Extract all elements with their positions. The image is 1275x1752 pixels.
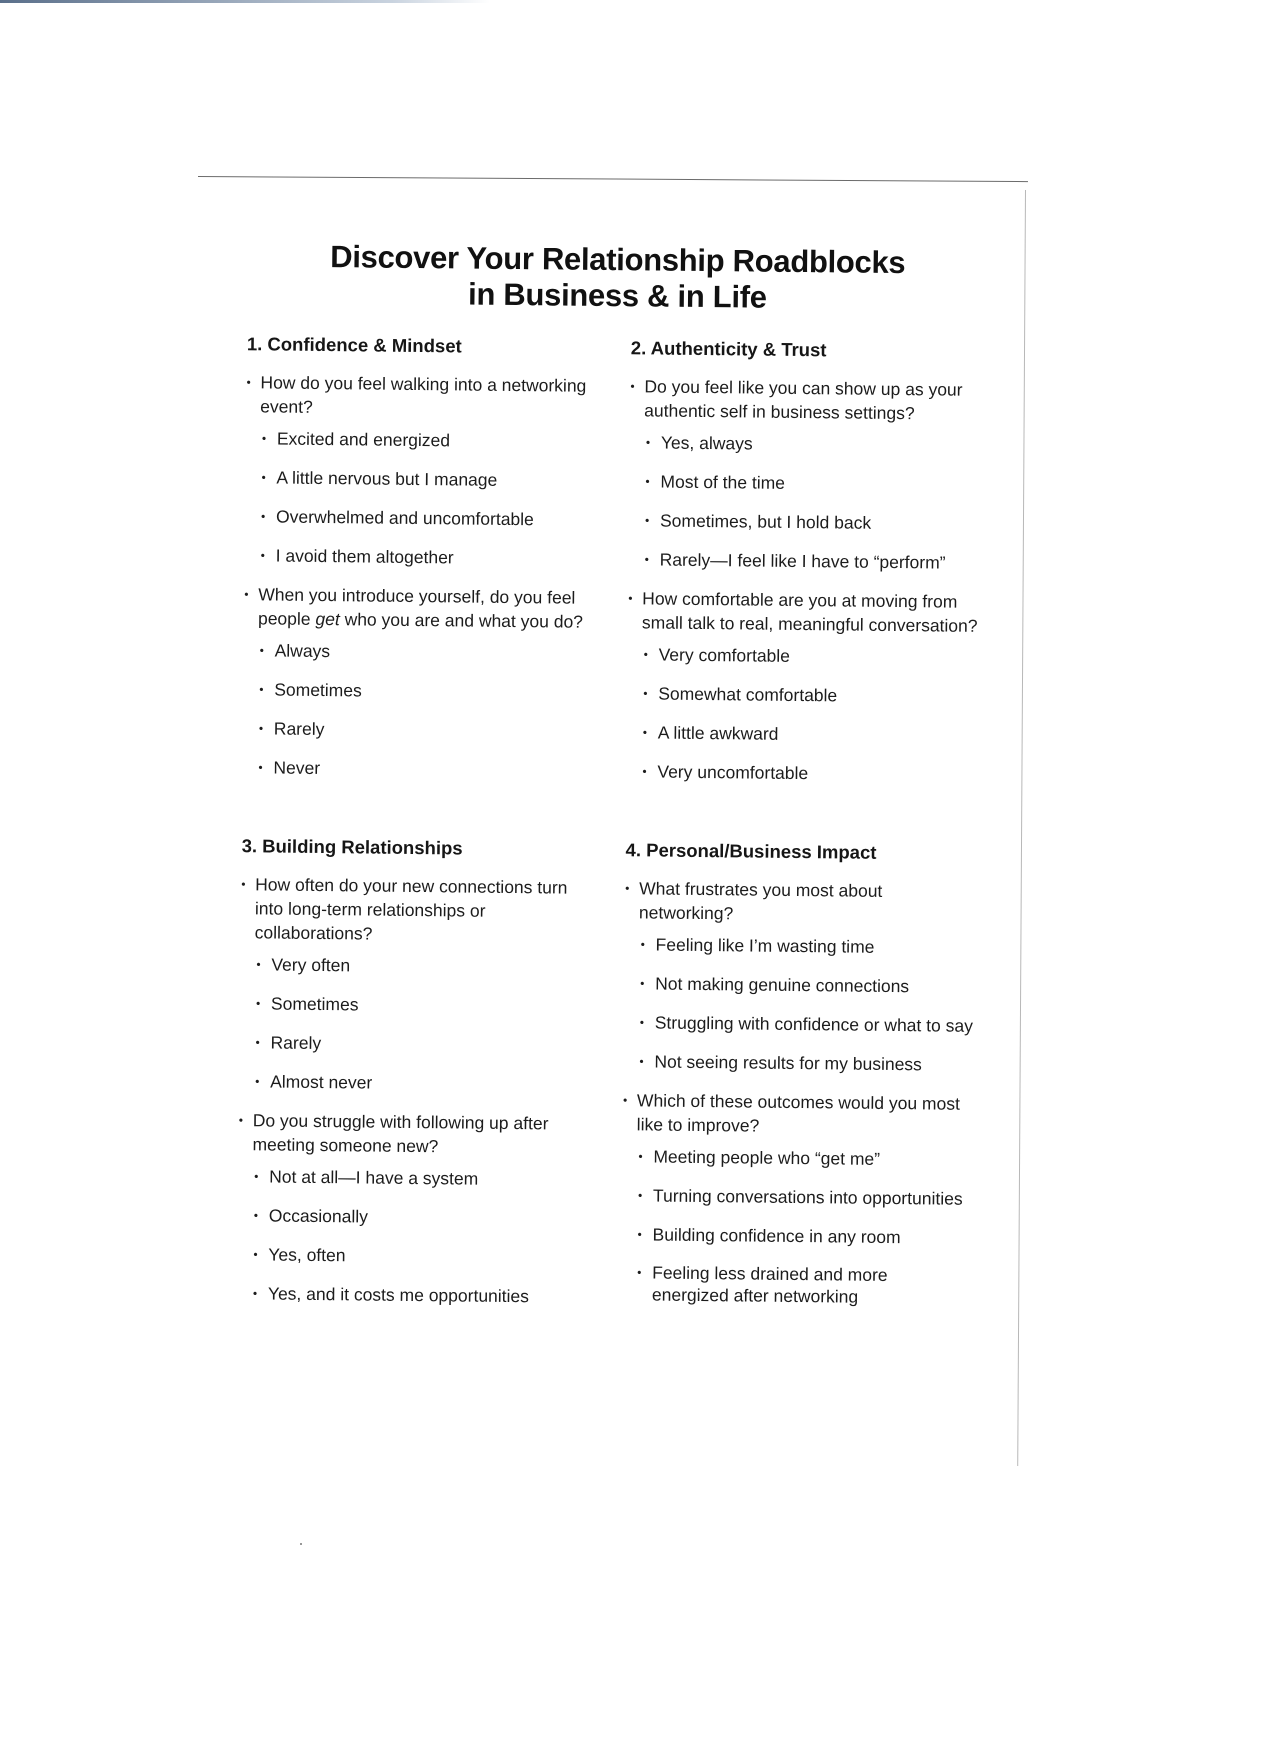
option: • Always — [260, 638, 608, 666]
option: • Sometimes — [259, 677, 607, 705]
section-building-relationships — [217, 834, 606, 1324]
section-confidence-mindset — [222, 332, 611, 798]
option: • Feeling less drained and more energized after networking — [637, 1261, 952, 1308]
option: • A little nervous but I manage — [261, 465, 609, 493]
option: • I avoid them altogether — [261, 543, 609, 571]
option-list — [626, 642, 993, 787]
option: • Very often — [256, 952, 604, 980]
option: • Sometimes — [256, 991, 604, 1019]
question-text: When you introduce yourself, do you feel people — [257, 584, 576, 629]
question-emphasis: get — [315, 608, 340, 630]
option: • Feeling like I’m wasting time — [641, 932, 991, 960]
option: • Rarely — [255, 1030, 603, 1058]
question: • Do you struggle with following up after meeting someone new? — [238, 1108, 592, 1160]
option: • Rarely—I feel like I have to “perform” — [645, 547, 995, 575]
sections-grid — [217, 332, 997, 1328]
option: • Building confidence in any room — [637, 1222, 987, 1250]
section-heading: 4. Personal/Business Impact — [625, 839, 877, 863]
question: • Do you feel like you can show up as your authentic self in business settings? — [630, 374, 984, 426]
option: • Yes, always — [646, 430, 996, 458]
option: • Not making genuine connections — [640, 971, 990, 999]
scan-speck — [300, 1543, 302, 1545]
option: • Yes, and it costs me opportunities — [253, 1281, 601, 1309]
section-personal-business-impact — [601, 838, 992, 1328]
option: • Occasionally — [254, 1203, 602, 1231]
option: • Excited and energized — [262, 426, 610, 454]
option-list — [621, 1144, 989, 1309]
question — [244, 582, 598, 634]
option: • Not seeing results for my business — [639, 1049, 989, 1077]
section-authenticity-trust — [606, 336, 997, 802]
question: • What frustrates you most about networking? — [625, 876, 979, 928]
section-heading: 2. Authenticity & Trust — [630, 337, 827, 361]
option: • Very comfortable — [644, 642, 994, 670]
option-list — [629, 430, 996, 575]
question-text: who you are and what you do? — [339, 609, 584, 632]
option: • Most of the time — [645, 469, 995, 497]
question: • How do you feel walking into a networking event? — [246, 370, 600, 422]
option-list — [245, 426, 610, 571]
option: • A little awkward — [643, 720, 993, 748]
page-right-edge — [1017, 190, 1026, 1466]
option: • Rarely — [259, 716, 607, 744]
option: • Somewhat comfortable — [643, 681, 993, 709]
title-line-2: in Business & in Life — [467, 276, 767, 315]
question: • How often do your new connections turn into long-term relationships or collaborations? — [241, 872, 596, 948]
question: • Which of these outcomes would you most like to improve? — [623, 1088, 977, 1140]
section-heading: 3. Building Relationships — [241, 835, 463, 859]
option: • Turning conversations into opportunities — [638, 1183, 988, 1211]
option: • Almost never — [255, 1069, 603, 1097]
title-line-1: Discover Your Relationship Roadblocks — [330, 239, 906, 281]
option-list — [623, 932, 990, 1077]
option: • Sometimes, but I hold back — [645, 508, 995, 536]
question: • How comfortable are you at moving from small talk to real, meaningful conversation? — [628, 586, 982, 638]
option: • Not at all—I have a system — [254, 1164, 602, 1192]
page-top-rule — [198, 176, 1028, 182]
option-list — [242, 638, 607, 783]
option: • Overwhelmed and uncomfortable — [261, 504, 609, 532]
worksheet — [217, 238, 998, 1328]
option: • Meeting people who “get me” — [638, 1144, 988, 1172]
option-list — [239, 952, 604, 1097]
option: • Never — [258, 755, 606, 783]
option: • Struggling with confidence or what to say — [640, 1010, 990, 1038]
scan-edge — [0, 0, 490, 3]
section-heading: 1. Confidence & Mindset — [246, 333, 462, 357]
option: • Very uncomfortable — [642, 759, 992, 787]
option-list — [237, 1164, 602, 1309]
option: • Yes, often — [253, 1242, 601, 1270]
page-title — [237, 238, 998, 318]
